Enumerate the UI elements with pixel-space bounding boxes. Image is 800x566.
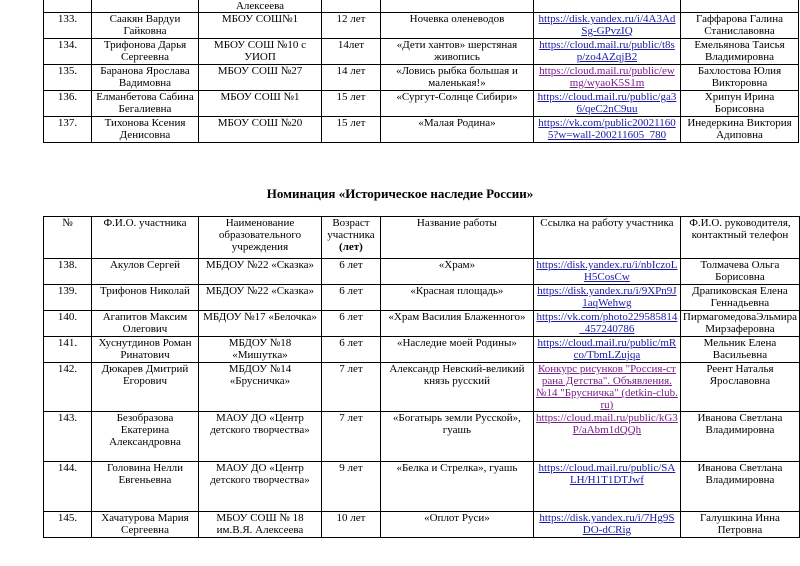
cell-name: Саакян Вардуи Гайковна bbox=[92, 13, 199, 39]
cell-num: 145. bbox=[44, 512, 92, 538]
cell-name: Елманбетова Сабина Бегалиевна bbox=[92, 91, 199, 117]
header-num: № bbox=[44, 217, 92, 259]
header-work: Название работы bbox=[380, 217, 533, 259]
cell-age bbox=[322, 0, 381, 13]
cell-school: МБДОУ №14 «Брусничка» bbox=[198, 363, 321, 412]
cell-name: Акулов Сергей bbox=[91, 259, 198, 285]
cell-work: «Дети хантов» шерстяная живопись bbox=[381, 39, 534, 65]
work-link bbox=[534, 0, 681, 13]
work-link[interactable]: https://vk.com/photo229585814_457240786 bbox=[533, 311, 680, 337]
cell-school: Алексеева bbox=[199, 0, 322, 13]
work-link[interactable]: https://cloud.mail.ru/public/ga36/qeC2nC9uu bbox=[534, 91, 681, 117]
header-name: Ф.И.О. участника bbox=[91, 217, 198, 259]
cell-work: «Красная площадь» bbox=[380, 285, 533, 311]
cell-leader: Бахлостова Юлия Викторовна bbox=[681, 65, 799, 91]
cell-school: МБОУ СОШ № 18 им.В.Я. Алексеева bbox=[198, 512, 321, 538]
cell-num bbox=[44, 0, 92, 13]
work-link[interactable]: https://cloud.mail.ru/public/SALH/H1T1DTJwf bbox=[533, 462, 680, 512]
cell-work: «Наследие моей Родины» bbox=[380, 337, 533, 363]
cell-school: МБОУ СОШ №10 с УИОП bbox=[199, 39, 322, 65]
cell-name: Дюкарев Дмитрий Егорович bbox=[91, 363, 198, 412]
work-link[interactable]: https://disk.yandex.ru/i/4A3AdSg-GPvzIQ bbox=[534, 13, 681, 39]
cell-age: 6 лет bbox=[321, 285, 380, 311]
cell-name: Баранова Ярослава Вадимовна bbox=[92, 65, 199, 91]
table-header-row bbox=[44, 217, 800, 259]
cell-leader bbox=[681, 0, 799, 13]
cell-num: 134. bbox=[44, 39, 92, 65]
table-row bbox=[44, 462, 800, 512]
table-row bbox=[44, 13, 799, 39]
header-age-label: Возраст участника bbox=[327, 217, 375, 241]
cell-num: 140. bbox=[44, 311, 92, 337]
cell-age: 6 лет bbox=[321, 337, 380, 363]
participants-table-historical-heritage bbox=[43, 216, 800, 538]
cell-num: 139. bbox=[44, 285, 92, 311]
cell-work: «Оплот Руси» bbox=[380, 512, 533, 538]
cell-age: 12 лет bbox=[322, 13, 381, 39]
cell-num: 137. bbox=[44, 117, 92, 143]
cell-work: Александр Невский-великий князь русский bbox=[380, 363, 533, 412]
work-link[interactable]: Конкурс рисунков "Россия-страна Детства". Объявления. №14 "Брусничка" (detkin-club.ru) bbox=[533, 363, 680, 412]
work-link[interactable]: https://cloud.mail.ru/public/t8sp/zo4AZqjB2 bbox=[534, 39, 681, 65]
cell-school: МБОУ СОШ №1 bbox=[199, 91, 322, 117]
table-row bbox=[44, 259, 800, 285]
cell-age: 9 лет bbox=[321, 462, 380, 512]
cell-num: 143. bbox=[44, 412, 92, 462]
cell-name: Хачатурова Мария Сергеевна bbox=[91, 512, 198, 538]
cell-work bbox=[381, 0, 534, 13]
cell-work: «Богатырь земли Русской», гуашь bbox=[380, 412, 533, 462]
cell-age: 7 лет bbox=[321, 363, 380, 412]
cell-num: 133. bbox=[44, 13, 92, 39]
table-row bbox=[44, 412, 800, 462]
header-age bbox=[321, 217, 380, 259]
cell-age: 15 лет bbox=[322, 91, 381, 117]
cell-age: 10 лет bbox=[321, 512, 380, 538]
table-row bbox=[44, 285, 800, 311]
table-row bbox=[44, 363, 800, 412]
cell-name bbox=[92, 0, 199, 13]
cell-name: Агапитов Максим Олегович bbox=[91, 311, 198, 337]
cell-school: МБОУ СОШ №20 bbox=[199, 117, 322, 143]
cell-age: 15 лет bbox=[322, 117, 381, 143]
work-link[interactable]: https://cloud.mail.ru/public/ewmg/wyaoK5S1m bbox=[534, 65, 681, 91]
cell-age: 6 лет bbox=[321, 259, 380, 285]
cell-name: Трифонова Дарья Сергеевна bbox=[92, 39, 199, 65]
cell-age: 14 лет bbox=[322, 65, 381, 91]
section-title: Номинация «Историческое наследие России» bbox=[266, 186, 534, 201]
cell-school: МБДОУ №18 «Мишутка» bbox=[198, 337, 321, 363]
cell-num: 142. bbox=[44, 363, 92, 412]
work-link[interactable]: https://disk.yandex.ru/i/nbIczoLH5CosCw bbox=[533, 259, 680, 285]
cell-school: МБОУ СОШ№1 bbox=[199, 13, 322, 39]
cell-leader: Иванова Светлана Владимировна bbox=[680, 412, 799, 462]
table-row bbox=[44, 117, 799, 143]
cell-leader: Мельник Елена Васильевна bbox=[680, 337, 799, 363]
table-row bbox=[44, 337, 800, 363]
work-link[interactable]: https://disk.yandex.ru/i/9XPn9J1aqWehwg bbox=[533, 285, 680, 311]
cell-school: МБДОУ №22 «Сказка» bbox=[198, 285, 321, 311]
table-row bbox=[44, 39, 799, 65]
participants-table-continued bbox=[43, 0, 799, 143]
cell-work: «Малая Родина» bbox=[381, 117, 534, 143]
cell-num: 136. bbox=[44, 91, 92, 117]
cell-num: 144. bbox=[44, 462, 92, 512]
cell-leader: Хрипун Ирина Борисовна bbox=[681, 91, 799, 117]
header-link: Ссылка на работу участника bbox=[533, 217, 680, 259]
header-age-unit: (лет) bbox=[339, 241, 363, 253]
cell-school: МБОУ СОШ №27 bbox=[199, 65, 322, 91]
cell-work: «Сургут-Солнце Сибири» bbox=[381, 91, 534, 117]
header-leader: Ф.И.О. руководителя, контактный телефон bbox=[680, 217, 799, 259]
cell-leader: Инедеркина Виктория Адиповна bbox=[681, 117, 799, 143]
cell-leader: Галушкина Инна Петровна bbox=[680, 512, 799, 538]
cell-num: 141. bbox=[44, 337, 92, 363]
cell-leader: Драпиковская Елена Геннадьевна bbox=[680, 285, 799, 311]
work-link[interactable]: https://vk.com/public200211605?w=wall-200211605_780 bbox=[534, 117, 681, 143]
cell-age: 7 лет bbox=[321, 412, 380, 462]
cell-school: МБДОУ №22 «Сказка» bbox=[198, 259, 321, 285]
cell-name: Головина Нелли Евгеньевна bbox=[91, 462, 198, 512]
cell-leader: Иванова Светлана Владимировна bbox=[680, 462, 799, 512]
cell-leader: Реент Наталья Ярославовна bbox=[680, 363, 799, 412]
table-row bbox=[44, 0, 799, 13]
cell-leader: Толмачева Ольга Борисовна bbox=[680, 259, 799, 285]
table-row bbox=[44, 311, 800, 337]
cell-school: МБДОУ №17 «Белочка» bbox=[198, 311, 321, 337]
cell-school: МАОУ ДО «Центр детского творчества» bbox=[198, 412, 321, 462]
work-link[interactable]: https://cloud.mail.ru/public/kG3P/aAbm1dQQh bbox=[533, 412, 680, 462]
work-link[interactable]: https://cloud.mail.ru/public/mRco/TbmLZujqa bbox=[533, 337, 680, 363]
cell-name: Трифонов Николай bbox=[91, 285, 198, 311]
cell-leader: ПирмагомедоваЭльмира Мирзаферовна bbox=[680, 311, 799, 337]
cell-name: Тихонова Ксения Денисовна bbox=[92, 117, 199, 143]
cell-work: Ночевка оленеводов bbox=[381, 13, 534, 39]
table-row bbox=[44, 512, 800, 538]
table-row bbox=[44, 91, 799, 117]
table-row bbox=[44, 65, 799, 91]
cell-work: «Ловись рыбка большая и маленькая!» bbox=[381, 65, 534, 91]
cell-num: 135. bbox=[44, 65, 92, 91]
cell-school: МАОУ ДО «Центр детского творчества» bbox=[198, 462, 321, 512]
cell-work: «Храм Василия Блаженного» bbox=[380, 311, 533, 337]
cell-num: 138. bbox=[44, 259, 92, 285]
cell-age: 14лет bbox=[322, 39, 381, 65]
cell-work: «Храм» bbox=[380, 259, 533, 285]
header-school: Наименование образовательного учреждения bbox=[198, 217, 321, 259]
cell-leader: Гаффарова Галина Станиславовна bbox=[681, 13, 799, 39]
cell-leader: Емельянова Таисья Владимировна bbox=[681, 39, 799, 65]
cell-age: 6 лет bbox=[321, 311, 380, 337]
cell-work: «Белка и Стрелка», гуашь bbox=[380, 462, 533, 512]
cell-name: Хуснутдинов Роман Ринатович bbox=[91, 337, 198, 363]
cell-name: Безобразова Екатерина Александровна bbox=[91, 412, 198, 462]
work-link[interactable]: https://disk.yandex.ru/i/7Hg9SDO-dCRig bbox=[533, 512, 680, 538]
